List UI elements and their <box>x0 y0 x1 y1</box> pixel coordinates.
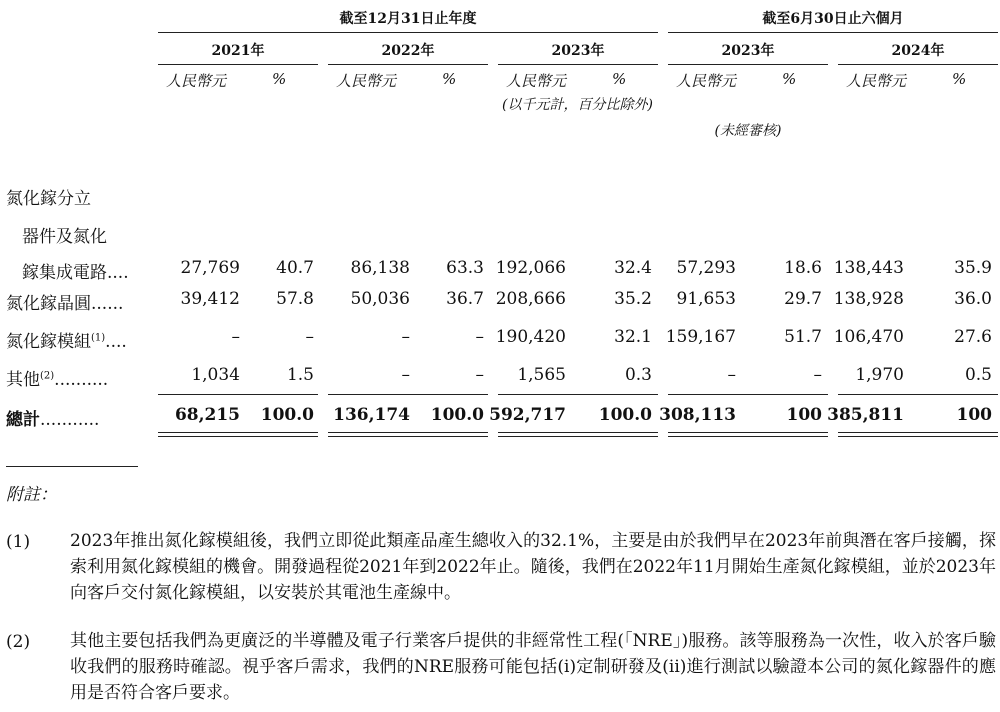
unit-pct-2023: % <box>612 70 627 88</box>
row-label-text: 鎵集成電路 <box>22 263 107 283</box>
table-cell: 190,420 <box>495 327 566 347</box>
unit-rmb-2023: 人民幣元 <box>506 72 567 90</box>
total-cell: 136,174 <box>333 405 410 425</box>
table-cell: – <box>727 365 736 385</box>
note-text-2: 其他主要包括我們為更廣泛的半導體及電子行業客戶提供的非經常性工程(「NRE」)服務。該等服務為一次性，收入於客戶驗收我們的服務時確認。視乎客戶需求，我們的NRE服務可能包括(i)定制研發及(ii)進行測試以驗證本公司的氮化鎵器件的應用是否符合客戶要求。 <box>70 631 996 703</box>
table-cell: 138,443 <box>833 258 904 278</box>
table-cell: 29.7 <box>784 289 822 309</box>
note-number-1: (1) <box>6 532 31 552</box>
table-cell: – <box>401 327 410 347</box>
row-leader-dots: .... <box>105 332 127 352</box>
year-header-2024-six-months: 2024年 <box>891 43 945 59</box>
table-cell: – <box>401 365 410 385</box>
table-cell: – <box>475 365 484 385</box>
row-label-line-1: 氮化鎵分立 <box>6 189 91 209</box>
table-cell: – <box>813 365 822 385</box>
total-cell: 592,717 <box>489 405 566 425</box>
note-text-1: 2023年推出氮化鎵模組後，我們立即從此類產品產生總收入的32.1%，主要是由於我們早在2023年前與潛在客戶接觸，探索利用氮化鎵模組的機會。開發過程從2021年到2022年止。隨後，我們在2022年11月開始生產氮化鎵模組，並於2023年向客戶交付氮化鎵模組，以安裝於其電池生產線中。 <box>70 531 996 603</box>
table-cell: 0.3 <box>624 365 652 385</box>
row-leader-dots: ...... <box>91 294 124 314</box>
total-cell: 100.0 <box>598 405 652 425</box>
note-number-2: (2) <box>6 632 31 652</box>
table-cell: 27,769 <box>180 258 240 278</box>
year-header-2023-six-months: 2023年 <box>721 43 775 59</box>
subtotal-rule-2023 <box>498 394 658 395</box>
table-cell: 208,666 <box>495 289 566 309</box>
table-cell: 40.7 <box>276 258 314 278</box>
subtotal-rule-2024-six-months <box>838 394 998 395</box>
table-cell: 57,293 <box>676 258 736 278</box>
total-cell: 100.0 <box>260 405 314 425</box>
subtotal-rule-2021 <box>158 394 318 395</box>
table-cell: 27.6 <box>954 327 992 347</box>
total-cell: 100.0 <box>430 405 484 425</box>
year-header-2021: 2021年 <box>211 43 265 59</box>
unit-pct-2023-six-months: % <box>782 70 797 88</box>
table-cell: 1,565 <box>517 365 566 385</box>
unit-pct-2021: % <box>272 70 287 88</box>
footnote-marker-2: (2) <box>40 370 55 382</box>
table-cell: – <box>305 327 314 347</box>
year-rule-2022 <box>328 64 488 65</box>
total-label-text: 總計 <box>6 410 40 430</box>
table-cell: 35.9 <box>954 258 992 278</box>
table-cell: 57.8 <box>276 289 314 309</box>
table-cell: 36.0 <box>954 289 992 309</box>
total-cell: 100 <box>786 405 822 425</box>
total-double-rule-2021 <box>158 432 318 437</box>
header-group-six-months: 截至6月30日止六個月 <box>762 11 904 27</box>
unaudited-note: (未經審核) <box>714 123 782 139</box>
table-cell: 192,066 <box>495 258 566 278</box>
table-cell: 91,653 <box>676 289 736 309</box>
table-cell: 1.5 <box>286 365 314 385</box>
row-label-line-2: 器件及氮化 <box>22 227 107 247</box>
total-leader-dots: ........... <box>40 410 100 430</box>
row-label-text: 氮化鎵模組 <box>6 332 91 352</box>
table-cell: 51.7 <box>784 327 822 347</box>
row-leader-dots: .......... <box>54 370 109 390</box>
year-rule-2023-six-months <box>668 64 828 65</box>
table-cell: – <box>475 327 484 347</box>
header-group-year-end: 截至12月31日止年度 <box>339 11 477 27</box>
unit-rmb-2022: 人民幣元 <box>336 72 397 90</box>
table-cell: 1,970 <box>855 365 904 385</box>
total-double-rule-2023 <box>498 432 658 437</box>
table-cell: 1,034 <box>191 365 240 385</box>
table-cell: 159,167 <box>665 327 736 347</box>
unit-pct-2024-six-months: % <box>952 70 967 88</box>
row-leader-dots: .... <box>107 263 129 283</box>
table-cell: 0.5 <box>964 365 992 385</box>
row-label-line-3 <box>22 258 129 283</box>
total-cell: 68,215 <box>174 405 240 425</box>
table-cell: 32.1 <box>614 327 652 347</box>
table-cell: 86,138 <box>350 258 410 278</box>
table-cell: – <box>231 327 240 347</box>
year-header-2023: 2023年 <box>551 43 605 59</box>
notes-separator <box>6 466 138 467</box>
year-rule-2021 <box>158 64 318 65</box>
table-cell: 39,412 <box>180 289 240 309</box>
group-rule-year-end <box>158 32 658 33</box>
table-cell: 35.2 <box>614 289 652 309</box>
total-cell: 100 <box>956 405 992 425</box>
table-cell: 106,470 <box>833 327 904 347</box>
total-cell: 308,113 <box>659 405 736 425</box>
total-double-rule-2023-six-months <box>668 432 828 437</box>
unit-rmb-2021: 人民幣元 <box>166 72 227 90</box>
year-header-2022: 2022年 <box>381 43 435 59</box>
year-rule-2024-six-months <box>838 64 998 65</box>
row-label-text: 其他 <box>6 370 40 390</box>
row-label-others <box>6 365 108 390</box>
table-cell: 138,928 <box>833 289 904 309</box>
subtotal-rule-2022 <box>328 394 488 395</box>
unit-pct-2022: % <box>442 70 457 88</box>
table-cell: 50,036 <box>350 289 410 309</box>
unit-note: (以千元計，百分比除外) <box>502 97 653 113</box>
row-label-gan-module <box>6 327 127 352</box>
row-label-gan-wafer <box>6 289 123 314</box>
row-label-text: 氮化鎵晶圓 <box>6 294 91 314</box>
group-rule-six-months <box>668 32 998 33</box>
table-cell: 18.6 <box>784 258 822 278</box>
total-double-rule-2022 <box>328 432 488 437</box>
table-cell: 32.4 <box>614 258 652 278</box>
notes-title: 附註： <box>6 485 57 505</box>
total-label <box>6 405 99 430</box>
table-cell: 36.7 <box>446 289 484 309</box>
unit-rmb-2024-six-months: 人民幣元 <box>846 72 907 90</box>
footnote-marker-1: (1) <box>91 332 106 344</box>
total-double-rule-2024-six-months <box>838 432 998 437</box>
table-cell: 63.3 <box>446 258 484 278</box>
total-cell: 385,811 <box>827 405 904 425</box>
subtotal-rule-2023-six-months <box>668 394 828 395</box>
unit-rmb-2023-six-months: 人民幣元 <box>676 72 737 90</box>
year-rule-2023 <box>498 64 658 65</box>
